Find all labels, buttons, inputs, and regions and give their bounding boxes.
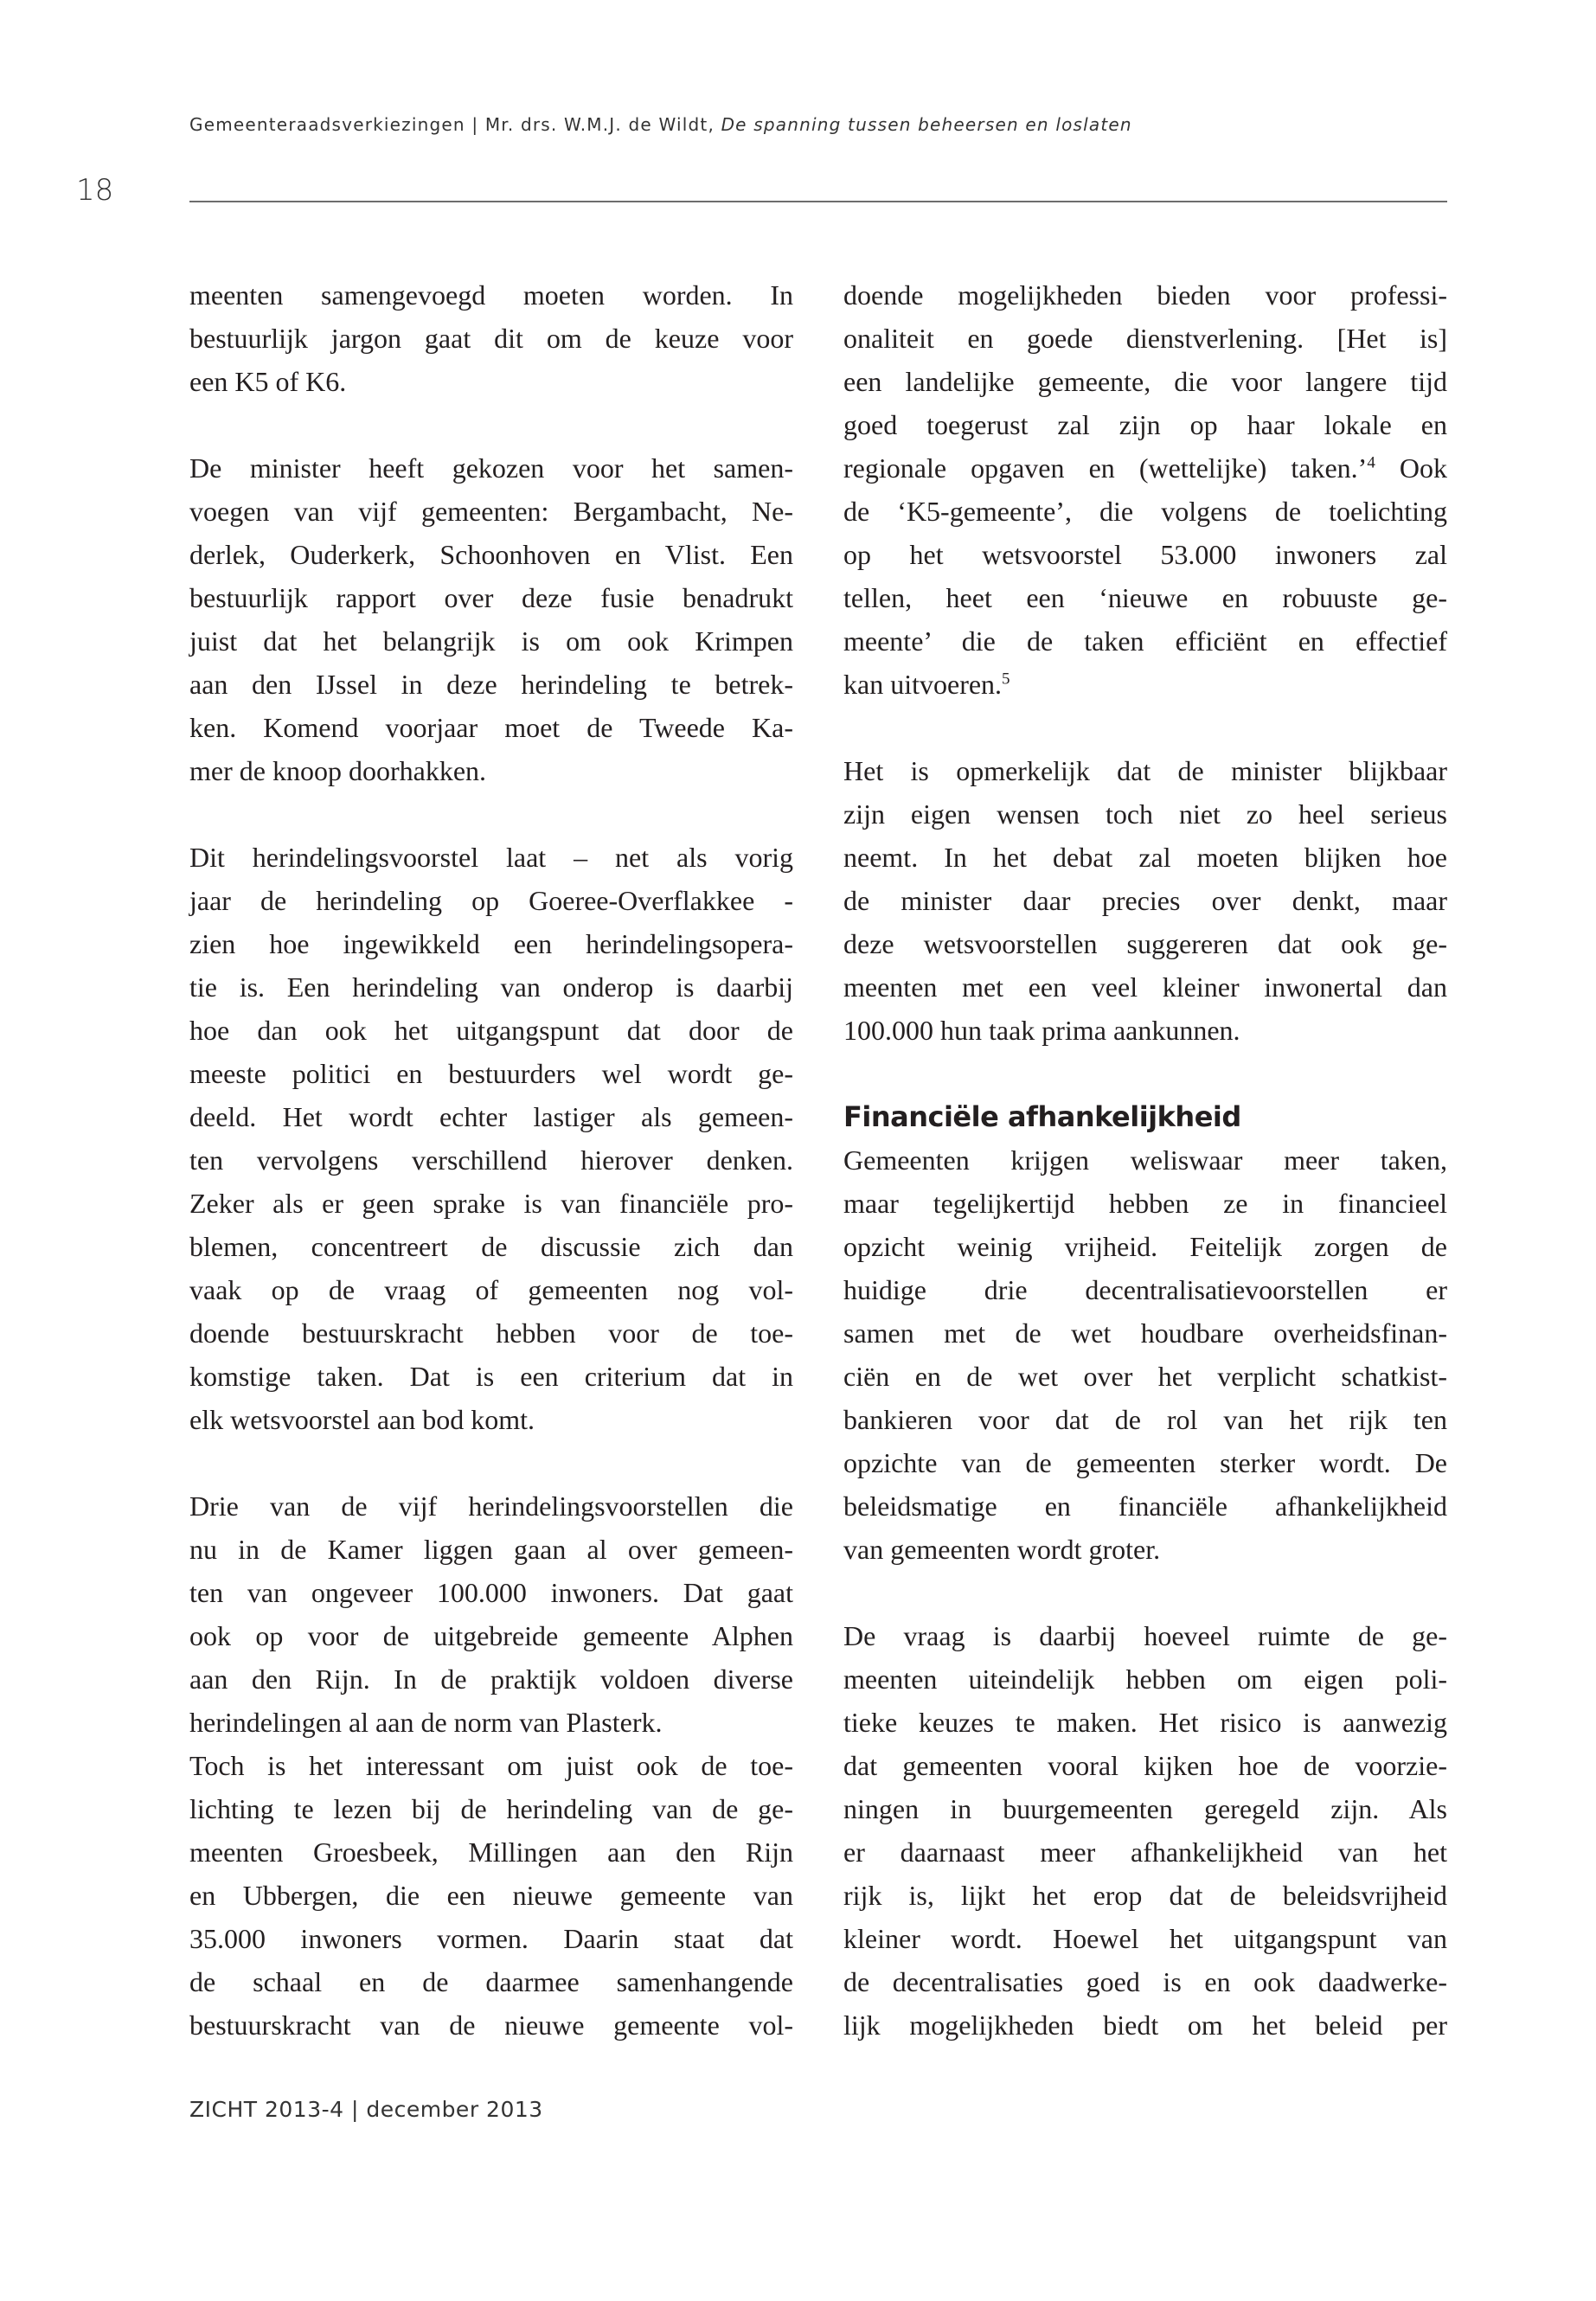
text-line [843, 1441, 1447, 1484]
paragraph-gap [189, 403, 793, 446]
text-line-content: mer de knoop doorhakken. [189, 755, 487, 786]
text-line-content: meenten Groesbeek, Millingen aan den Rijn [189, 1836, 793, 1868]
text-line-content: ook op voor de uitgebreide gemeente Alphen [189, 1620, 793, 1651]
text-line [843, 836, 1447, 879]
text-line-content: maar tegelijkertijd hebben ze in financieel [843, 1188, 1447, 1219]
text-line-content: 35.000 inwoners vormen. Daarin staat dat [189, 1923, 793, 1954]
text-line [843, 1657, 1447, 1701]
text-line [843, 663, 1447, 706]
text-line-content: aan den IJssel in deze herindeling te betrek- [189, 669, 793, 700]
text-line-content: De vraag is daarbij hoeveel ruimte de ge- [843, 1620, 1447, 1651]
text-line-content: zien hoe ingewikkeld een herindelingsopera- [189, 928, 793, 959]
text-line [189, 1917, 793, 1960]
text-line [843, 2003, 1447, 2047]
text-line [189, 749, 793, 792]
text-line [843, 446, 1447, 490]
text-line [843, 533, 1447, 576]
text-line [189, 965, 793, 1009]
text-line-content: onaliteit en goede dienstverlening. [Het is] [843, 323, 1447, 354]
text-line [189, 879, 793, 922]
section-heading [843, 1095, 1447, 1138]
text-line-content: kan uitvoeren. [843, 669, 1003, 700]
text-line-content: de ‘K5-gemeente’, die volgens de toelichting [843, 496, 1447, 527]
text-line-content: zijn eigen wensen toch niet zo heel serieus [843, 798, 1447, 830]
text-line-content: opzicht weinig vrijheid. Feitelijk zorgen de [843, 1231, 1447, 1262]
text-line-content: ningen in buurgemeenten geregeld zijn. Als [843, 1793, 1447, 1824]
text-line-content: lichting te lezen bij de herindeling van de ge- [189, 1793, 793, 1824]
text-line-content: neemt. In het debat zal moeten blijken hoe [843, 842, 1447, 873]
text-line [843, 403, 1447, 446]
text-line-content: ken. Komend voorjaar moet de Tweede Ka- [189, 712, 793, 743]
text-line-content: tie is. Een herindeling van onderop is daarbij [189, 971, 793, 1003]
paragraph-gap [843, 1052, 1447, 1095]
text-line [189, 317, 793, 360]
text-line [189, 836, 793, 879]
text-line [189, 706, 793, 749]
text-line [843, 360, 1447, 403]
text-line [189, 1009, 793, 1052]
text-line-content: regionale opgaven en (wettelijke) taken.’ [843, 452, 1368, 484]
text-line-content: van gemeenten wordt groter. [843, 1534, 1161, 1565]
text-line-content: een landelijke gemeente, die voor langere tijd [843, 366, 1447, 397]
text-line [843, 792, 1447, 836]
text-line-content: Zeker als er geen sprake is van financiële pro- [189, 1188, 793, 1219]
text-line [843, 273, 1447, 317]
text-line-content: de decentralisaties goed is en ook daadwerke- [843, 1966, 1447, 1997]
text-line [843, 1874, 1447, 1917]
text-line-content: er daarnaast meer afhankelijkheid van het [843, 1836, 1447, 1868]
text-line [189, 663, 793, 706]
text-line [843, 1830, 1447, 1874]
text-line [189, 1614, 793, 1657]
text-line-content: 100.000 hun taak prima aankunnen. [843, 1015, 1240, 1046]
text-line-content: dat gemeenten vooral kijken hoe de voorzie- [843, 1750, 1447, 1781]
text-line [843, 1960, 1447, 2003]
text-line [189, 360, 793, 403]
text-line [189, 1052, 793, 1095]
text-line-content: De minister heeft gekozen voor het samen- [189, 452, 793, 484]
text-line [843, 1917, 1447, 1960]
text-line-content: Gemeenten krijgen weliswaar meer taken, [843, 1144, 1447, 1176]
text-line-content: juist dat het belangrijk is om ook Krimpen [189, 625, 793, 657]
text-line-content: deeld. Het wordt echter lastiger als gemeen- [189, 1101, 793, 1132]
text-line-content: meente’ die de taken efficiënt en effectief [843, 625, 1447, 657]
text-line-content: nu in de Kamer liggen gaan al over gemeen- [189, 1534, 793, 1565]
text-line [189, 533, 793, 576]
text-line-content: huidige drie decentralisatievoorstellen er [843, 1274, 1447, 1305]
text-line [189, 1528, 793, 1571]
text-line [189, 1268, 793, 1311]
text-line [189, 1787, 793, 1830]
text-line-content: bestuurlijk jargon gaat dit om de keuze voor [189, 323, 793, 354]
text-line [843, 576, 1447, 619]
text-line-content: opzichte van de gemeenten sterker wordt. De [843, 1447, 1447, 1478]
text-line-content: herindelingen al aan de norm van Plasterk. [189, 1707, 663, 1738]
text-line-content: Drie van de vijf herindelingsvoorstellen die [189, 1490, 793, 1522]
running-header-article-title: De spanning tussen beheersen en loslaten [721, 114, 1132, 135]
text-line [843, 1009, 1447, 1052]
text-line-content: vaak op de vraag of gemeenten nog vol- [189, 1274, 793, 1305]
text-line-content: bankieren voor dat de rol van het rijk ten [843, 1404, 1447, 1435]
text-line [843, 1614, 1447, 1657]
text-line [843, 1355, 1447, 1398]
paragraph-gap [189, 792, 793, 836]
text-line [843, 879, 1447, 922]
text-line-content: ten van ongeveer 100.000 inwoners. Dat gaat [189, 1577, 793, 1608]
text-line [189, 1657, 793, 1701]
text-line [189, 490, 793, 533]
text-line-content: de minister daar precies over denkt, maar [843, 885, 1447, 916]
text-line [189, 1225, 793, 1268]
footnote-marker: 5 [1002, 670, 1010, 689]
text-line-content: beleidsmatige en financiële afhankelijkheid [843, 1490, 1447, 1522]
text-line [189, 1311, 793, 1355]
text-line-content: meenten met een veel kleiner inwonertal dan [843, 971, 1447, 1003]
right-text-column [843, 273, 1447, 2047]
text-line-content: samen met de wet houdbare overheidsfinan- [843, 1317, 1447, 1349]
text-line-content: elk wetsvoorstel aan bod komt. [189, 1404, 535, 1435]
text-line-content: op het wetsvoorstel 53.000 inwoners zal [843, 539, 1447, 570]
text-line [843, 1744, 1447, 1787]
text-line-content: lijk mogelijkheden biedt om het beleid per [843, 2009, 1447, 2041]
text-line-content: bestuurskracht van de nieuwe gemeente vol- [189, 2009, 793, 2041]
text-line-content: goed toegerust zal zijn op haar lokale en [843, 409, 1447, 440]
text-line [843, 490, 1447, 533]
text-line [843, 1398, 1447, 1441]
text-line [843, 1701, 1447, 1744]
text-line-content: komstige taken. Dat is een criterium dat in [189, 1361, 793, 1392]
paragraph-gap [843, 706, 1447, 749]
text-line-content: voegen van vijf gemeenten: Bergambacht, Ne- [189, 496, 793, 527]
text-line [189, 446, 793, 490]
text-line [189, 1571, 793, 1614]
text-line-content: de schaal en de daarmee samenhangende [189, 1966, 793, 1997]
text-line-content: ten vervolgens verschillend hierover denken. [189, 1144, 793, 1176]
text-line [189, 2003, 793, 2047]
text-line [189, 619, 793, 663]
paragraph-gap [189, 1441, 793, 1484]
text-line-content: aan den Rijn. In de praktijk voldoen diverse [189, 1663, 793, 1695]
text-line-content: tieke keuzes te maken. Het risico is aanwezig [843, 1707, 1447, 1738]
text-line-content: jaar de herindeling op Goeree-Overflakkee - [189, 885, 793, 916]
text-line [843, 749, 1447, 792]
text-line [189, 1095, 793, 1138]
text-line-content: rijk is, lijkt het erop dat de beleidsvrijheid [843, 1880, 1447, 1911]
text-line-content: meenten uiteindelijk hebben om eigen poli- [843, 1663, 1447, 1695]
running-header-title: Gemeenteraadsverkiezingen | Mr. drs. W.M.J. de Wildt, [189, 114, 721, 135]
text-line-content: doende mogelijkheden bieden voor professi- [843, 279, 1447, 311]
text-line [189, 1398, 793, 1441]
text-line-content: doende bestuurskracht hebben voor de toe- [189, 1317, 793, 1349]
text-line [843, 1225, 1447, 1268]
text-line [189, 1874, 793, 1917]
text-line-content: ciën en de wet over het verplicht schatkist- [843, 1361, 1447, 1392]
text-line-content: en Ubbergen, die een nieuwe gemeente van [189, 1880, 793, 1911]
text-line [189, 1182, 793, 1225]
text-line-content: Financiële afhankelijkheid [843, 1100, 1241, 1133]
left-text-column [189, 273, 793, 2047]
text-line [189, 1138, 793, 1182]
text-line-continuation: Ook [1375, 452, 1448, 484]
text-line [843, 1787, 1447, 1830]
footnote-marker: 4 [1367, 453, 1375, 472]
text-line-content: blemen, concentreert de discussie zich dan [189, 1231, 793, 1262]
text-line-content: hoe dan ook het uitgangspunt dat door de [189, 1015, 793, 1046]
text-line [189, 922, 793, 965]
paragraph-gap [843, 1571, 1447, 1614]
text-line [189, 273, 793, 317]
text-line-content: meeste politici en bestuurders wel wordt ge- [189, 1058, 793, 1089]
text-line [843, 1268, 1447, 1311]
text-line-content: bestuurlijk rapport over deze fusie benadrukt [189, 582, 793, 613]
text-line [189, 1960, 793, 2003]
text-line [189, 1701, 793, 1744]
text-line [843, 965, 1447, 1009]
text-line [189, 1484, 793, 1528]
text-line-content: derlek, Ouderkerk, Schoonhoven en Vlist. Een [189, 539, 793, 570]
text-line-content: tellen, heet een ‘nieuwe en robuuste ge- [843, 582, 1447, 613]
text-line [843, 1138, 1447, 1182]
text-line-content: een K5 of K6. [189, 366, 347, 397]
running-header [189, 114, 1132, 135]
text-line-content: Dit herindelingsvoorstel laat – net als vorig [189, 842, 793, 873]
text-line-content: kleiner wordt. Hoewel het uitgangspunt van [843, 1923, 1447, 1954]
text-line-content: meenten samengevoegd moeten worden. In [189, 279, 793, 311]
text-line [843, 1311, 1447, 1355]
text-line [189, 1830, 793, 1874]
text-line [843, 1528, 1447, 1571]
text-line [843, 1182, 1447, 1225]
text-line [843, 619, 1447, 663]
text-line-content: Het is opmerkelijk dat de minister blijkbaar [843, 755, 1447, 786]
text-line-content: Toch is het interessant om juist ook de toe- [189, 1750, 793, 1781]
text-line [843, 1484, 1447, 1528]
text-line [843, 922, 1447, 965]
header-rule [189, 201, 1447, 202]
text-line [189, 576, 793, 619]
text-line [843, 317, 1447, 360]
text-line [189, 1355, 793, 1398]
footer-issue-info: ZICHT 2013-4 | december 2013 [189, 2097, 543, 2122]
page-number: 18 [76, 173, 114, 208]
text-line [189, 1744, 793, 1787]
text-line-content: deze wetsvoorstellen suggereren dat ook ge- [843, 928, 1447, 959]
